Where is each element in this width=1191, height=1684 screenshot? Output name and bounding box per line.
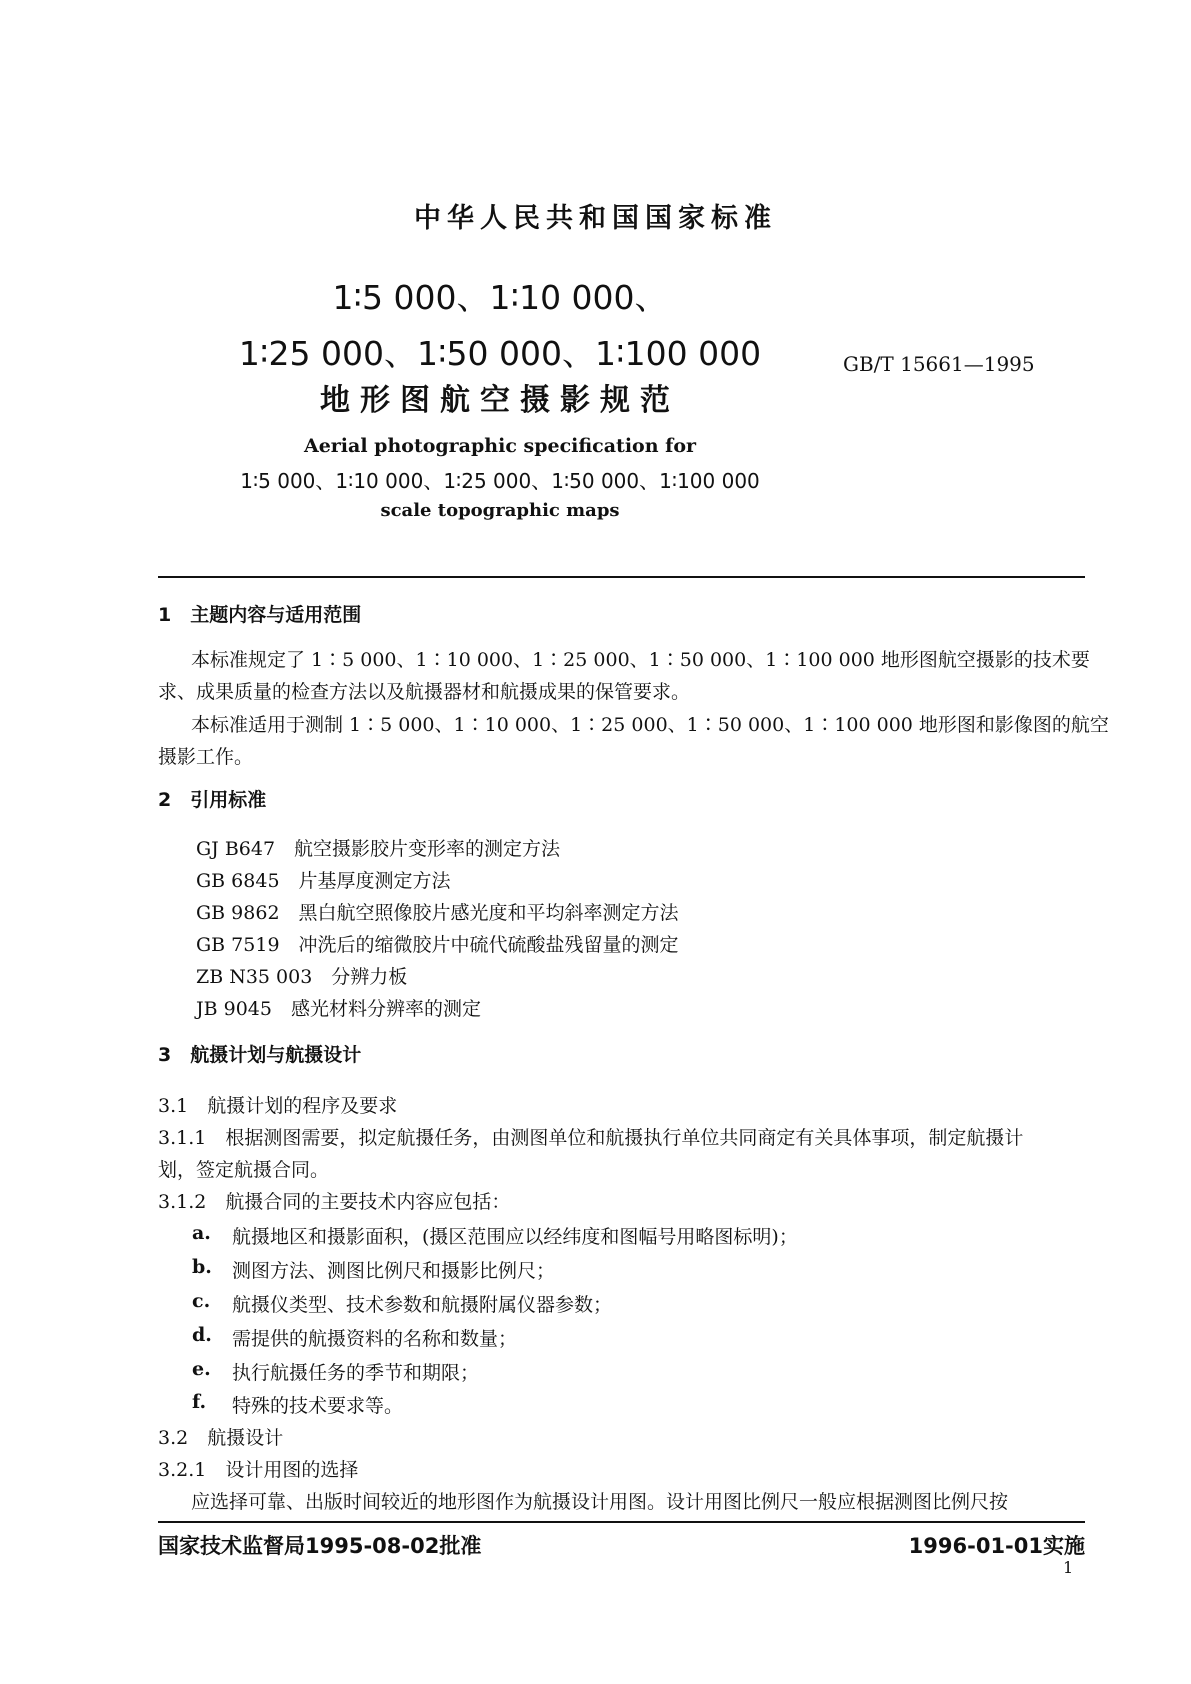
section-2-heading: 2 引用标准: [158, 789, 267, 811]
list-item-text: 航摄地区和摄影面积，(摄区范围应以经纬度和图幅号用略图标明)；: [232, 1226, 798, 1248]
reference-item: GB 7519 冲洗后的缩微胶片中硫代硫酸盐残留量的测定: [196, 934, 679, 956]
list-item-mark: c.: [192, 1290, 211, 1312]
section-1-para-2-line-1: 本标准适用于测制 1∶5 000、1∶10 000、1∶25 000、1∶50 000、1∶100 000 地形图和影像图的航空: [191, 714, 1109, 736]
standard-en-title-line-1: Aerial photographic specification for: [303, 435, 697, 457]
list-item-text: 执行航摄任务的季节和期限；: [232, 1362, 480, 1384]
reference-item: ZB N35 003 分辨力板: [196, 966, 408, 988]
list-item-mark: a.: [192, 1222, 211, 1244]
section-1-heading: 1 主题内容与适用范围: [158, 604, 362, 626]
standard-en-title-line-3: scale topographic maps: [380, 500, 620, 521]
clause-3-2: 3.2 航摄设计: [158, 1427, 284, 1449]
clause-3-2-1: 3.2.1 设计用图的选择: [158, 1459, 359, 1481]
approval-date: 国家技术监督局1995-08-02批准: [158, 1534, 482, 1558]
footer-divider: [158, 1521, 1085, 1523]
list-item-text: 特殊的技术要求等。: [232, 1395, 404, 1417]
section-1-para-1-line-1: 本标准规定了 1∶5 000、1∶10 000、1∶25 000、1∶50 000、1∶100 000 地形图航空摄影的技术要: [191, 649, 1090, 671]
section-3-heading: 3 航摄计划与航摄设计: [158, 1044, 362, 1066]
scale-line-1: 1∶5 000、1∶10 000、: [332, 278, 668, 317]
clause-3-1: 3.1 航摄计划的程序及要求: [158, 1095, 398, 1117]
scale-line-2: 1∶25 000、1∶50 000、1∶100 000: [238, 334, 762, 373]
clause-3-1-1-line-2: 划，签定航摄合同。: [158, 1159, 330, 1181]
standard-en-title-line-2: 1∶5 000、1∶10 000、1∶25 000、1∶50 000、1∶100 000: [240, 469, 760, 493]
reference-item: GB 9862 黑白航空照像胶片感光度和平均斜率测定方法: [196, 902, 679, 924]
page-number: 1: [1063, 1558, 1074, 1577]
header-divider: [158, 576, 1085, 578]
list-item-text: 测图方法、测图比例尺和摄影比例尺；: [232, 1260, 556, 1282]
national-standard-title: 中华人民共和国国家标准: [414, 203, 777, 234]
list-item-mark: d.: [192, 1324, 212, 1346]
clause-3-2-1-paragraph: 应选择可靠、出版时间较近的地形图作为航摄设计用图。设计用图比例尺一般应根据测图比例尺按: [191, 1491, 1009, 1513]
reference-item: JB 9045 感光材料分辨率的测定: [196, 998, 481, 1020]
list-item-text: 航摄仪类型、技术参数和航摄附属仪器参数；: [232, 1294, 613, 1316]
list-item-mark: b.: [192, 1256, 212, 1278]
section-1-para-2-line-2: 摄影工作。: [158, 746, 254, 768]
list-item-text: 需提供的航摄资料的名称和数量；: [232, 1328, 518, 1350]
standard-cn-title: 地形图航空摄影规范: [320, 383, 680, 418]
section-1-para-1-line-2: 求、成果质量的检查方法以及航摄器材和航摄成果的保管要求。: [158, 681, 691, 703]
list-item-mark: f.: [192, 1391, 207, 1413]
standard-number: GB/T 15661—1995: [843, 352, 1035, 376]
effective-date: 1996-01-01实施: [908, 1534, 1085, 1558]
reference-item: GJ B647 航空摄影胶片变形率的测定方法: [196, 838, 561, 860]
clause-3-1-1-line-1: 3.1.1 根据测图需要，拟定航摄任务，由测图单位和航摄执行单位共同商定有关具体事项，制定航摄计: [158, 1127, 1024, 1149]
clause-3-1-2: 3.1.2 航摄合同的主要技术内容应包括：: [158, 1191, 511, 1213]
list-item-mark: e.: [192, 1358, 211, 1380]
reference-item: GB 6845 片基厚度测定方法: [196, 870, 451, 892]
